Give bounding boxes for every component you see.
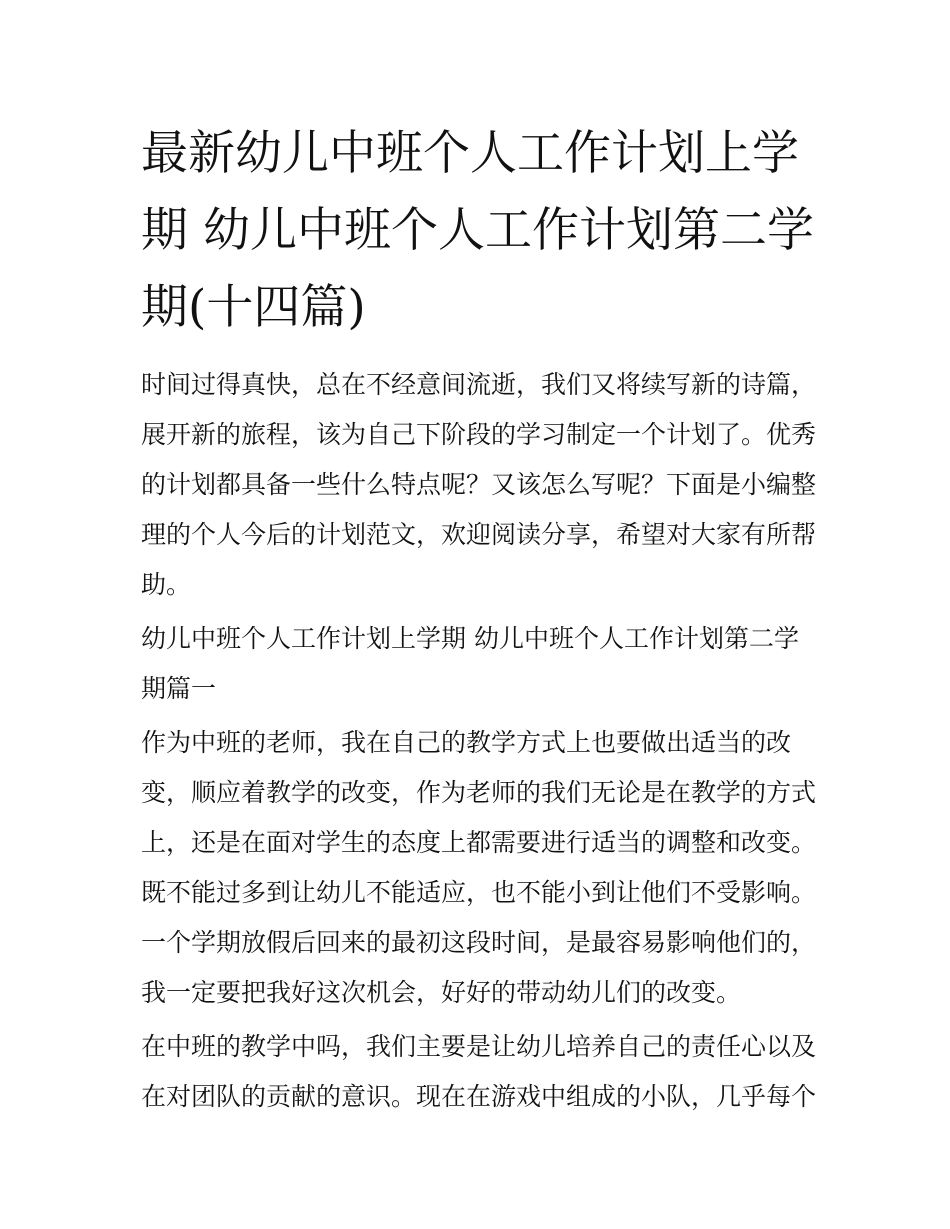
body-paragraph: 在中班的教学中吗，我们主要是让幼儿培养自己的责任心以及在对团队的贡献的意识。现在在游戏中组成的小队，几乎每个 bbox=[141, 1032, 817, 1111]
intro-paragraph: 时间过得真快，总在不经意间流逝，我们又将续写新的诗篇，展开新的旅程，该为自己下阶段的学习制定一个计划了。优秀的计划都具备一些什么特点呢？又该怎么写呢？下面是小编整理的个人今后的计划范文，欢迎阅读分享，希望对大家有所帮助。 bbox=[141, 370, 817, 599]
document-title: 最新幼儿中班个人工作计划上学期 幼儿中班个人工作计划第二学期(十四篇) bbox=[141, 126, 814, 335]
document-body bbox=[141, 115, 821, 1126]
section-heading: 幼儿中班个人工作计划上学期 幼儿中班个人工作计划第二学期篇一 bbox=[141, 624, 799, 703]
body-paragraph: 作为中班的老师，我在自己的教学方式上也要做出适当的改变，顺应着教学的改变，作为老师的我们无论是在教学的方式上，还是在面对学生的态度上都需要进行适当的调整和改变。既不能过多到让幼儿不能适应，也不能小到让他们不受影响。一个学期放假后回来的最初这段时间，是最容易影响他们的，我一定要把我好这次机会，好好的带动幼儿们的改变。 bbox=[141, 728, 817, 1007]
